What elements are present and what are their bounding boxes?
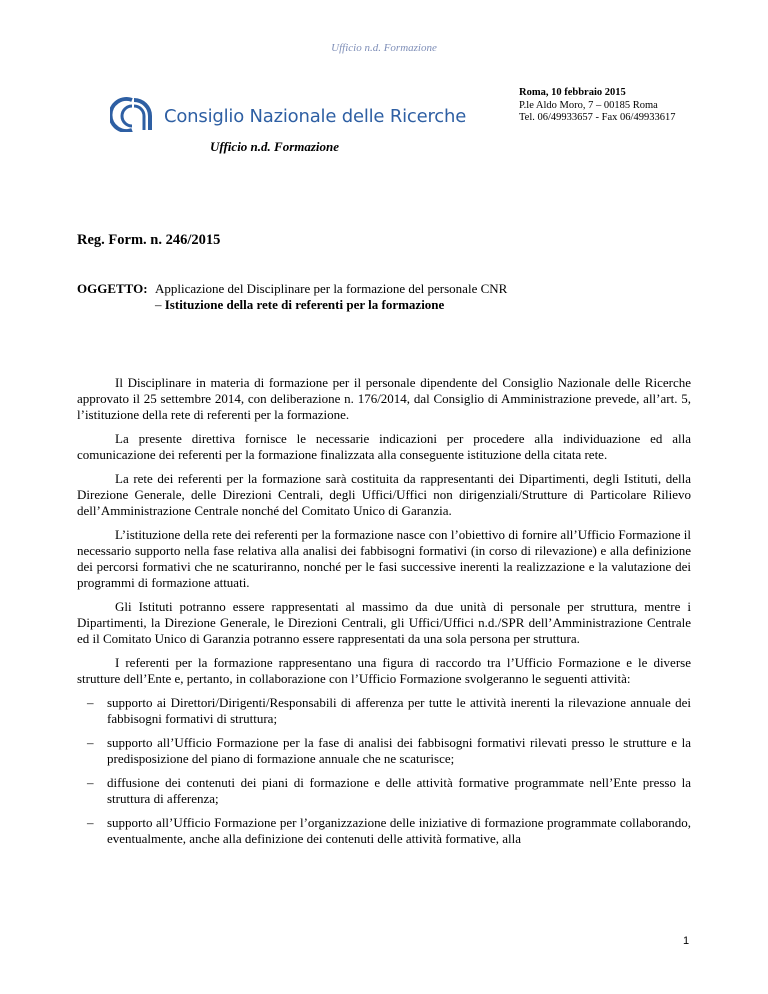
list-bullet: –	[87, 735, 94, 750]
paragraph: I referenti per la formazione rappresentano una figura di raccordo tra l’Ufficio Formazione e le diverse strutture dell’Ente e, pertanto, in collaborazione con l’Ufficio Formazione svolgeranno le seguenti attività:	[77, 655, 691, 686]
contact-phone: Tel. 06/49933657 - Fax 06/49933617	[519, 112, 676, 123]
subject-label: OGGETTO:	[77, 281, 148, 296]
contact-block	[519, 87, 675, 125]
list-item	[77, 735, 691, 767]
list-bullet: –	[87, 695, 94, 710]
list-item	[77, 815, 691, 847]
running-header: Ufficio n.d. Formazione	[331, 42, 437, 54]
subject-text-plain: Applicazione del Disciplinare per la formazione del personale CNR –	[155, 281, 508, 312]
list-item	[77, 695, 691, 727]
paragraph: La presente direttiva fornisce le necessarie indicazioni per procedere alla individuazione ed alla comunicazione dei referenti per la formazione finalizzata alla conseguente istituzione della citata rete.	[77, 431, 691, 462]
list-item-text: supporto ai Direttori/Dirigenti/Responsabili di afferenza per tutte le attività inerenti la rilevazione annuale dei fabbisogni formativi di struttura;	[107, 695, 691, 726]
cnr-logo-icon	[110, 96, 156, 132]
page-number: 1	[683, 935, 690, 947]
letter-date: Roma, 10 febbraio 2015	[519, 87, 626, 98]
logo-text: Consiglio Nazionale delle Ricerche	[164, 106, 467, 127]
office-subtitle: Ufficio n.d. Formazione	[210, 139, 340, 154]
list-item-text: supporto all’Ufficio Formazione per la fase di analisi dei fabbisogni formativi rilevati presso le strutture e la predisposizione del piano di formazione annuale che ne scaturisce;	[107, 735, 691, 766]
letter-body	[77, 375, 691, 855]
list-item-text: diffusione dei contenuti dei piani di formazione e delle attività formative programmate nell’Ente presso la struttura di afferenza;	[107, 775, 691, 806]
list-bullet: –	[87, 775, 94, 790]
subject-text	[155, 281, 515, 313]
activities-list	[77, 695, 691, 847]
reg-number: Reg. Form. n. 246/2015	[77, 232, 221, 248]
list-item-text: supporto all’Ufficio Formazione per l’organizzazione delle iniziative di formazione programmate collaborando, eventualmente, anche alla definizione dei contenuti delle attività formative, alla	[107, 815, 691, 846]
contact-address: P.le Aldo Moro, 7 – 00185 Roma	[519, 99, 658, 111]
cnr-logo	[110, 96, 467, 136]
subject-text-bold: Istituzione della rete di referenti per la formazione	[164, 297, 445, 312]
list-bullet: –	[87, 815, 94, 830]
paragraph: La rete dei referenti per la formazione sarà costituita da rappresentanti dei Dipartimenti, degli Istituti, della Direzione Generale, delle Direzioni Centrali, degli Uffici/Uffici non dirigenziali/Strutture di Particolare Rilievo dell’Amministrazione Centrale nonché del Comitato Unico di Garanzia.	[77, 471, 691, 518]
paragraph: L’istituzione della rete dei referenti per la formazione nasce con l’obiettivo di fornire all’Ufficio Formazione il necessario supporto nella fase relativa alla analisi dei fabbisogni formativi (in corso di rilevazione) e alla definizione dei percorsi formativi che ne scaturiranno, nonché per le fasi successive inerenti la realizzazione e la valutazione dei programmi di formazione attuati.	[77, 527, 691, 590]
list-item	[77, 775, 691, 807]
paragraph: Il Disciplinare in materia di formazione per il personale dipendente del Consiglio Nazionale delle Ricerche approvato il 25 settembre 2014, con deliberazione n. 176/2014, dal Consiglio di Amministrazione prevede, all’art. 5, l’istituzione della rete di referenti per la formazione.	[77, 375, 691, 422]
paragraph: Gli Istituti potranno essere rappresentati al massimo da due unità di personale per struttura, mentre i Dipartimenti, la Direzione Generale, le Direzioni Centrali, gli Uffici/Uffici n.d./SPR dell’Amministrazione Centrale ed il Comitato Unico di Garanzia potranno essere rappresentati da una sola persona per struttura.	[77, 599, 691, 646]
